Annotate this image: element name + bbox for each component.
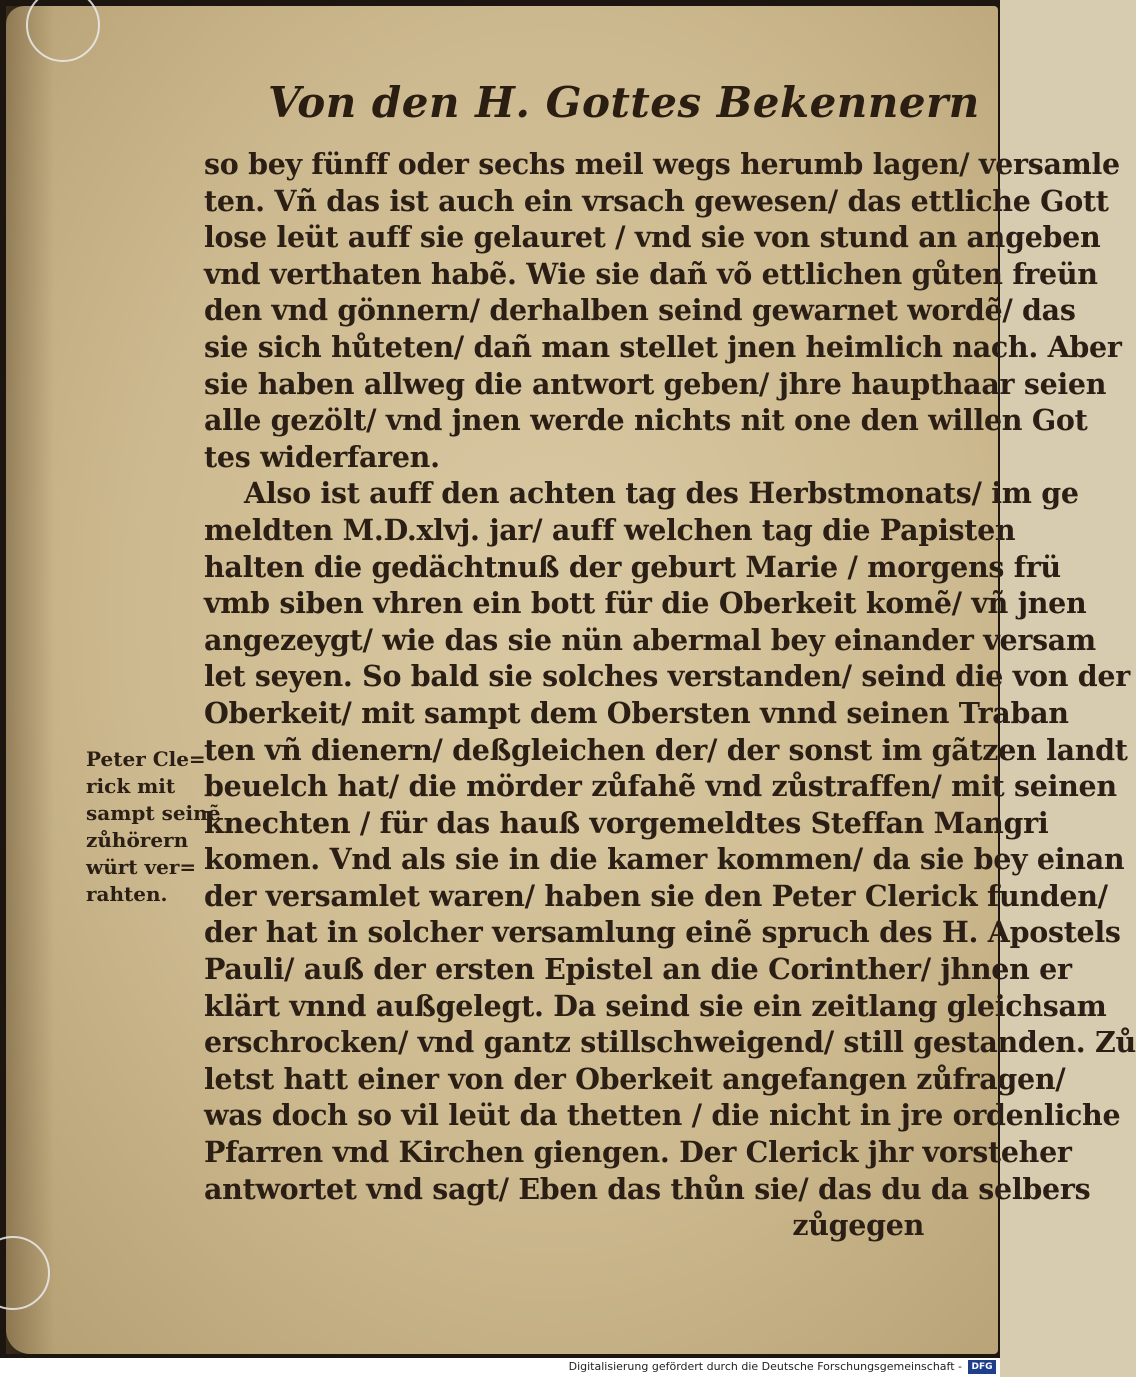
catchword: zůgegen (792, 1208, 924, 1243)
text-line: beuelch hat/ die mörder zůfahẽ vnd zůstraffen/ mit seinen (204, 769, 1117, 804)
binding-ring-bottom (0, 1236, 50, 1310)
running-head: Von den H. Gottes Bekennern (268, 78, 980, 127)
text-line: Pauli/ auß der ersten Epistel an die Corinther/ jhnen er (204, 952, 1072, 987)
footer-credit: Digitalisierung gefördert durch die Deutsche Forschungsgemeinschaft - (568, 1360, 962, 1373)
digitization-footer (0, 1358, 1000, 1377)
marginal-note-line: Peter Cle= (86, 747, 206, 771)
text-line: so bey fünff oder sechs meil wegs herumb lagen/ versamle (204, 147, 1120, 181)
text-line: der versamlet waren/ haben sie den Peter Clerick funden/ (204, 878, 1108, 913)
marginal-note-line: rick mit (86, 774, 176, 798)
marginal-note-line: sampt seinẽ (86, 801, 221, 825)
text-line: angezeygt/ wie das sie nün abermal bey einander versam (204, 622, 1096, 657)
text-line: ten vñ dienern/ deßgleichen der/ der sonst im gãtzen landt (204, 732, 1128, 767)
body-text (204, 146, 1136, 1244)
marginal-note-line: zůhörern (86, 828, 189, 852)
text-line: Also ist auff den achten tag des Herbstmonats/ im ge (244, 476, 1079, 511)
text-line: lose leüt auff sie gelauret / vnd sie von stund an angeben (204, 220, 1101, 255)
dfg-logo: DFG (968, 1360, 996, 1374)
text-line: Pfarren vnd Kirchen giengen. Der Clerick jhr vorsteher (204, 1135, 1072, 1170)
text-line: sie sich hůteten/ dañ man stellet jnen heimlich nach. Aber (204, 329, 1122, 364)
marginal-note (86, 746, 221, 908)
marginal-note-line: würt ver= (86, 855, 197, 879)
text-line: den vnd gönnern/ derhalben seind gewarnet wordẽ/ das (204, 293, 1076, 328)
text-line: was doch so vil leüt da thetten / die nicht in jre ordenliche (204, 1098, 1121, 1133)
text-line: halten die gedächtnuß der geburt Marie / morgens frü (204, 549, 1061, 584)
text-line: letst hatt einer von der Oberkeit angefangen zůfragen/ (204, 1061, 1066, 1096)
text-line: let seyen. So bald sie solches verstanden/ seind die von der (204, 659, 1130, 694)
text-line: erschrocken/ vnd gantz stillschweigend/ still gestanden. Zů (204, 1025, 1136, 1060)
text-line: komen. Vnd als sie in die kamer kommen/ da sie bey einan (204, 842, 1125, 877)
text-line: meldten M.D.xlvj. jar/ auff welchen tag die Papisten (204, 512, 1016, 547)
text-line: vnd verthaten habẽ. Wie sie dañ võ ettlichen gůten freün (204, 256, 1098, 291)
text-line: knechten / für das hauß vorgemeldtes Steffan Mangri (204, 805, 1049, 840)
text-line: tes widerfaren. (204, 439, 440, 474)
text-line: klärt vnnd außgelegt. Da seind sie ein zeitlang gleichsam (204, 988, 1107, 1023)
text-line: sie haben allweg die antwort geben/ jhre haupthaar seien (204, 366, 1107, 401)
text-line: Oberkeit/ mit sampt dem Obersten vnnd seinen Traban (204, 695, 1069, 730)
text-line: der hat in solcher versamlung einẽ spruch des H. Apostels (204, 915, 1121, 950)
binding-ring-top (26, 0, 100, 62)
text-line: antwortet vnd sagt/ Eben das thůn sie/ das du da selbers (204, 1171, 1091, 1206)
text-line: vmb siben vhren ein bott für die Oberkeit komẽ/ vñ jnen (204, 586, 1087, 621)
text-line: ten. Vñ das ist auch ein vrsach gewesen/ das ettliche Gott (204, 183, 1109, 218)
marginal-note-line: rahten. (86, 882, 168, 906)
book-page (6, 6, 1136, 1354)
text-line: alle gezölt/ vnd jnen werde nichts nit one den willen Got (204, 403, 1088, 438)
